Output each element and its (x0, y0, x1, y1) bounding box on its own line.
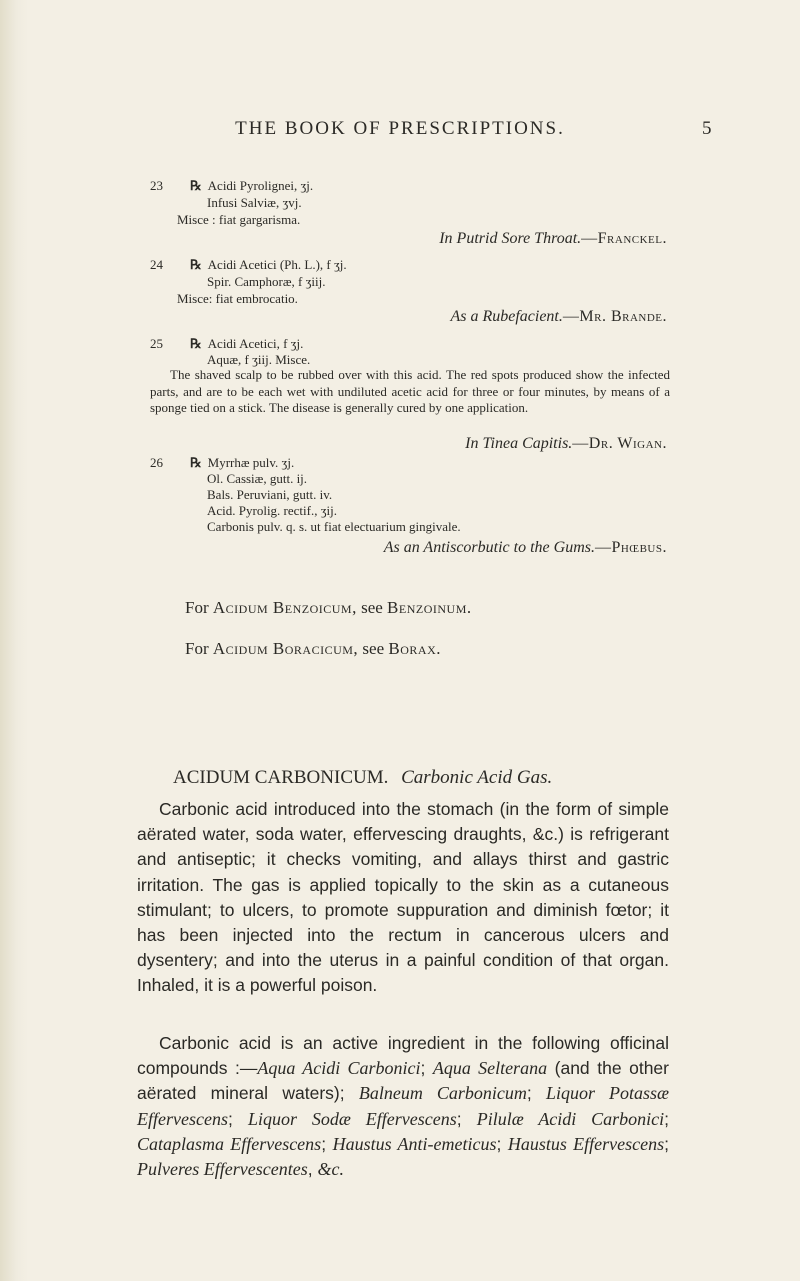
page-number: 5 (702, 118, 712, 139)
recipe-attribution: In Putrid Sore Throat.—Franckel. (439, 230, 667, 247)
running-title: THE BOOK OF PRESCRIPTIONS. (235, 118, 565, 139)
recipe-number: 25 (150, 336, 163, 351)
recipe-line: ℞ Acidi Acetici, f ʒj. (190, 336, 304, 351)
page-header (0, 118, 800, 148)
compound: Haustus Anti-emeticus (332, 1133, 497, 1154)
recipe-attribution: In Tinea Capitis.—Dr. Wigan. (465, 435, 667, 452)
rx-symbol: ℞ (190, 336, 202, 351)
recipe-number: 26 (150, 455, 163, 470)
compound: Pilulæ Acidi Carbonici (476, 1108, 665, 1129)
recipe-number: 23 (150, 178, 163, 193)
rx-symbol: ℞ (190, 455, 202, 470)
section-paragraph: Carbonic acid introduced into the stomach (in the form of simple aërated water, soda water, effervescing draughts, &c.) is refrigerant and antiseptic; it checks vomiting, and allays thirst and gastric irritation. The gas is applied topically to the skin as a cutaneous stimulant; to ulcers, to promote suppuration and diminish fœtor; it has been injected into the rectum in cancerous ulcers and dysentery; and into the uterus in a painful condition of that organ. Inhaled, it is a powerful poison. (137, 799, 669, 996)
recipe-attribution: As an Antiscorbutic to the Gums.—Phœbus. (383, 539, 667, 556)
recipe-line: Spir. Camphoræ, f ʒiij. (207, 274, 326, 289)
recipe-line: ℞ Acidi Acetici (Ph. L.), f ʒj. (190, 257, 347, 272)
compound: Balneum Carbonicum (358, 1083, 527, 1104)
recipe-attribution: As a Rubefacient.—Mr. Brande. (450, 308, 667, 325)
recipe-number: 24 (150, 257, 163, 272)
recipe-line: Ol. Cassiæ, gutt. ij. (207, 471, 308, 486)
rx-symbol: ℞ (190, 178, 202, 193)
compound: Pulveres Effervescentes (137, 1159, 308, 1180)
recipe-line: Infusi Salviæ, ʒvj. (207, 195, 302, 210)
compounds-paragraph: Carbonic acid is an active ingredient in the following officinal compounds :—Aqua Acidi Carbonici; Aqua Selterana (and the other aërated mineral waters); Balneum Carbonicum; Liquor Potassæ Effervescens; Liquor Sodæ Effervescens; Pilulæ Acidi Carbonici; Cataplasma Effervescens; Haustus Anti-emeticus; Haustus Effervescens; Pulveres Effervescentes, &c. (137, 1033, 670, 1180)
compound: Liquor Sodæ Effervescens (248, 1108, 457, 1129)
compound: Aqua Acidi Carbonici (257, 1058, 421, 1079)
compound: Haustus Effervescens (507, 1133, 665, 1154)
recipe-line: Bals. Peruviani, gutt. iv. (207, 487, 333, 502)
section-subtitle: Carbonic Acid Gas. (401, 767, 553, 788)
recipe-line: ℞ Acidi Pyrolignei, ʒj. (190, 178, 314, 193)
recipe-line: Misce: fiat embrocatio. (177, 291, 298, 306)
recipe-line: Aquæ, f ʒiij. Misce. (207, 352, 311, 367)
compound: Liquor Potassæ Effervescens (137, 1083, 670, 1129)
section-title: ACIDUM CARBONICUM. (173, 767, 389, 788)
compound: Cataplasma Effervescens (137, 1133, 322, 1154)
recipe-line: ℞ Myrrhæ pulv. ʒj. (190, 455, 295, 470)
rx-symbol: ℞ (190, 257, 202, 272)
page-edge-shadow (0, 0, 28, 1281)
recipe-line: Acid. Pyrolig. rectif., ʒij. (207, 503, 337, 518)
cross-reference: For Acidum Boracicum, see Borax. (185, 639, 441, 658)
recipe-note: The shaved scalp to be rubbed over with this acid. The red spots produced show the infected parts, and are to be each wet with undiluted acetic acid for three or four minutes, by means of a sponge tied on a stick. The disease is generally cured by one application. (150, 367, 670, 415)
cross-reference: For Acidum Benzoicum, see Benzoinum. (185, 598, 472, 617)
recipe-line: Carbonis pulv. q. s. ut fiat electuarium gingivale. (207, 519, 461, 534)
section-heading (173, 767, 552, 789)
compound: Aqua Selterana (432, 1058, 548, 1079)
recipe-line: Misce : fiat gargarisma. (177, 212, 301, 227)
